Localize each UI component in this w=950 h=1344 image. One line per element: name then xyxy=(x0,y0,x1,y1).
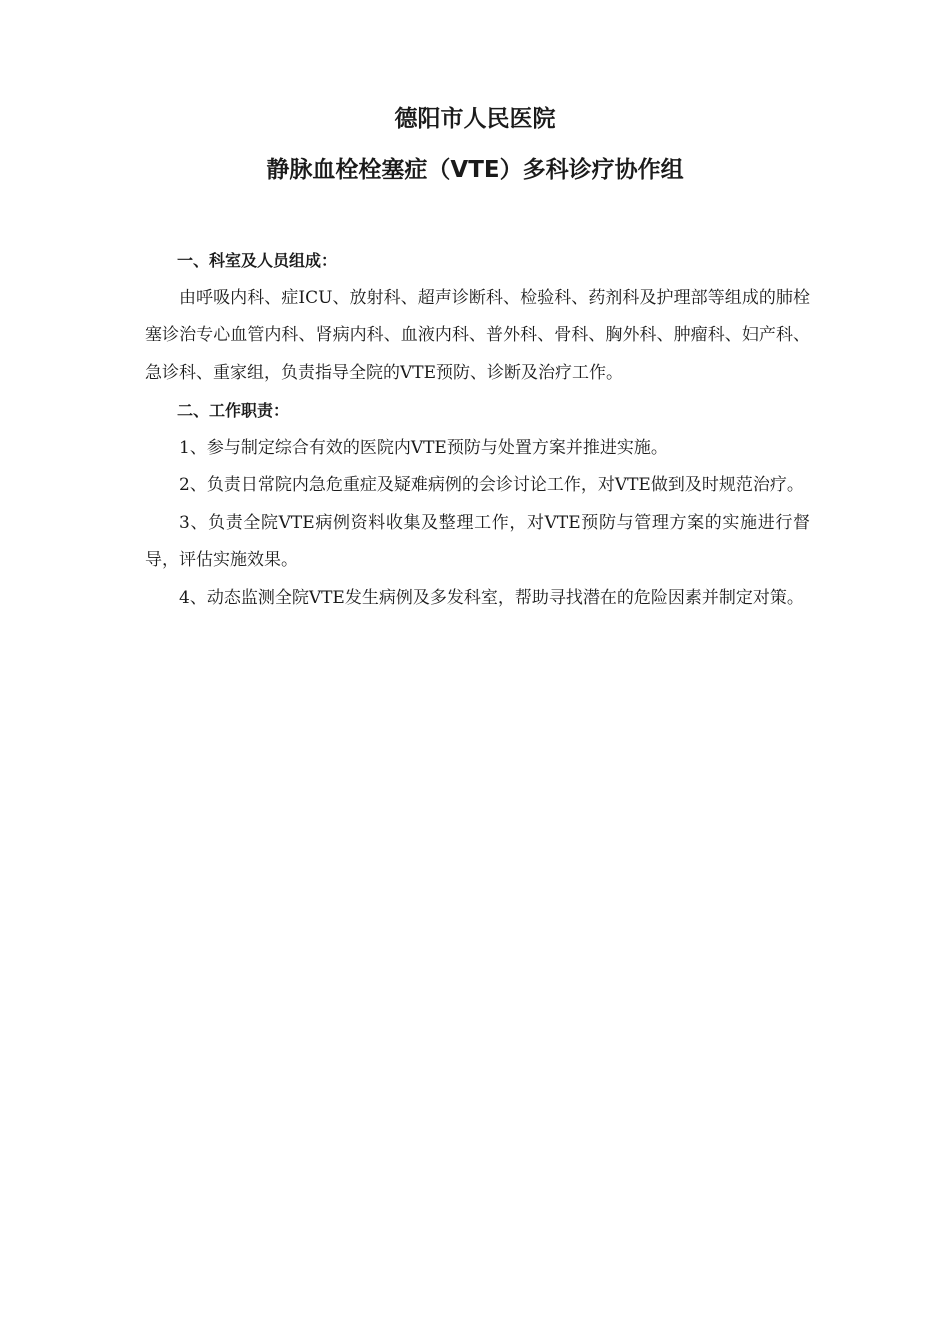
group-title: 静脉血栓栓塞症（VTE）多科诊疗协作组 xyxy=(266,157,684,183)
duty-item-2: 2、负责日常院内急危重症及疑难病例的会诊讨论工作，对VTE做到及时规范治疗。 xyxy=(179,475,804,495)
section-2-heading: 二、工作职责： xyxy=(177,401,290,420)
document-body xyxy=(145,242,810,617)
section-1-paragraph: 由呼吸内科、症ICU、放射科、超声诊断科、检验科、药剂科及护理部等组成的肺栓塞诊治专心血管内科、肾病内科、血液内科、普外科、骨科、胸外科、肿瘤科、妇产科、急诊科、重家组，负责指导全院的VTE预防、诊断及治疗工作。 xyxy=(145,287,810,383)
duty-item-1: 1、参与制定综合有效的医院内VTE预防与处置方案并推进实施。 xyxy=(179,437,668,458)
duty-item-4: 4、动态监测全院VTE发生病例及多发科室，帮助寻找潜在的危险因素并制定对策。 xyxy=(179,587,804,608)
duty-item-3: 3、负责全院VTE病例资料收集及整理工作，对VTE预防与管理方案的实施进行督导，评估实施效果。 xyxy=(145,512,810,570)
section-1-heading: 一、科室及人员组成： xyxy=(177,251,338,270)
hospital-title: 德阳市人民医院 xyxy=(394,106,556,132)
